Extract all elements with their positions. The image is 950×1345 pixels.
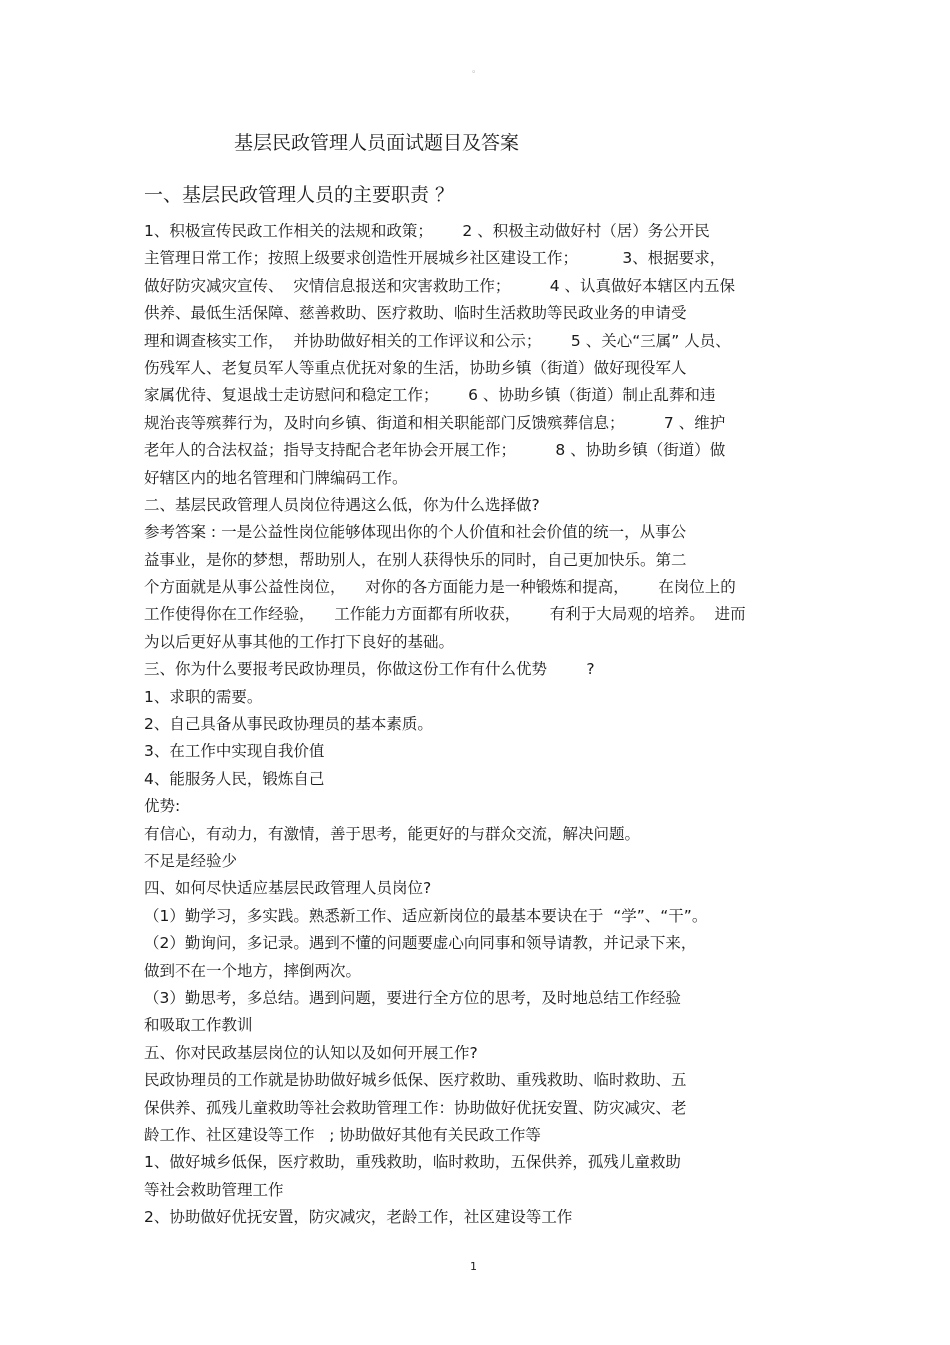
text-line: 3、在工作中实现自我价值: [144, 742, 325, 761]
text-line: 四、如何尽快适应基层民政管理人员岗位?: [144, 879, 432, 898]
text-line: 主管理日常工作；按照上级要求创造性开展城乡社区建设工作； 3、根据要求，: [144, 249, 726, 268]
text-line: 理和调查核实工作， 并协助做好相关的工作评议和公示； 5 、关心“三属” 人员、: [144, 331, 731, 350]
text-line: 工作使得你在工作经验， 工作能力方面都有所收获， 有利于大局观的培养。 进而: [144, 605, 746, 624]
text-line: 为以后更好从事其他的工作打下良好的基础。: [144, 632, 455, 651]
text-line: 保供养、孤残儿童救助等社会救助管理工作：协助做好优抚安置、防灾减灾、老: [144, 1098, 687, 1117]
page-number: 1: [470, 1260, 477, 1273]
text-line: 老年人的合法权益；指导支持配合老年协会开展工作； 8 、协助乡镇（街道）做: [144, 441, 726, 460]
text-line: （2）勤询问，多记录。遇到不懂的问题要虚心向同事和领导请教，并记录下来，: [144, 934, 697, 953]
text-line: 4、能服务人民，锻炼自己: [144, 769, 325, 788]
text-line: 三、你为什么要报考民政协理员，你做这份工作有什么优势 ?: [144, 660, 595, 679]
section-heading: 一、基层民政管理人员的主要职责 ？: [144, 184, 455, 206]
document-body: [144, 218, 824, 1231]
text-line: 2、协助做好优抚安置，防灾减灾，老龄工作，社区建设等工作: [144, 1208, 573, 1227]
text-line: 五、你对民政基层岗位的认知以及如何开展工作?: [144, 1043, 478, 1062]
text-line: 龄工作、社区建设等工作 ; 协助做好其他有关民政工作等: [144, 1125, 541, 1144]
text-line: 等社会救助管理工作: [144, 1180, 284, 1199]
text-line: 不足是经验少: [144, 851, 238, 870]
text-line: 民政协理员的工作就是协助做好城乡低保、医疗救助、重残救助、临时救助、五: [144, 1071, 687, 1090]
text-line: 做到不在一个地方，摔倒两次。: [144, 961, 362, 980]
text-line: 1、积极宣传民政工作相关的法规和政策； 2 、积极主动做好村（居）务公开民: [144, 222, 710, 240]
text-line: （3）勤思考，多总结。遇到问题，要进行全方位的思考，及时地总结工作经验: [144, 988, 681, 1007]
text-line: （1）勤学习，多实践。熟悉新工作、适应新岗位的最基本要诀在于 “学”、“干”。: [144, 906, 708, 925]
text-line: 1、做好城乡低保，医疗救助，重残救助，临时救助，五保供养，孤残儿童救助: [144, 1153, 681, 1172]
text-line: 益事业，是你的梦想，帮助别人，在别人获得快乐的同时，自己更加快乐。第二: [144, 550, 687, 569]
header-mark: 。: [472, 65, 482, 75]
text-line: 1、求职的需要。: [144, 687, 263, 706]
text-line: 和吸取工作教训: [144, 1016, 253, 1035]
text-line: 伤残军人、老复员军人等重点优抚对象的生活，协助乡镇（街道）做好现役军人: [144, 358, 687, 377]
text-line: 2、自己具备从事民政协理员的基本素质。: [144, 715, 433, 734]
text-line: 有信心，有动力，有激情，善于思考，能更好的与群众交流，解决问题。: [144, 824, 641, 843]
text-line: 二、基层民政管理人员岗位待遇这么低，你为什么选择做?: [144, 495, 540, 514]
text-line: 参考答案 : 一是公益性岗位能够体现出你的个人价值和社会价值的统一，从事公: [144, 523, 687, 542]
text-line: 规治丧等殡葬行为，及时向乡镇、街道和相关职能部门反馈殡葬信息； 7 、维护: [144, 413, 726, 432]
text-line: 供养、最低生活保障、慈善救助、医疗救助、临时生活救助等民政业务的申请受: [144, 304, 687, 323]
text-line: 好辖区内的地名管理和门牌编码工作。: [144, 468, 408, 487]
text-line: 做好防灾减灾宣传、 灾情信息报送和灾害救助工作； 4 、认真做好本辖区内五保: [144, 276, 736, 295]
text-line: 家属优待、复退战士走访慰问和稳定工作； 6 、协助乡镇（街道）制止乱葬和违: [144, 386, 716, 405]
text-line: 个方面就是从事公益性岗位， 对你的各方面能力是一种锻炼和提高， 在岗位上的: [144, 578, 736, 597]
text-line: 优势:: [144, 797, 181, 816]
document-title: 基层民政管理人员面试题目及答案: [234, 132, 520, 154]
